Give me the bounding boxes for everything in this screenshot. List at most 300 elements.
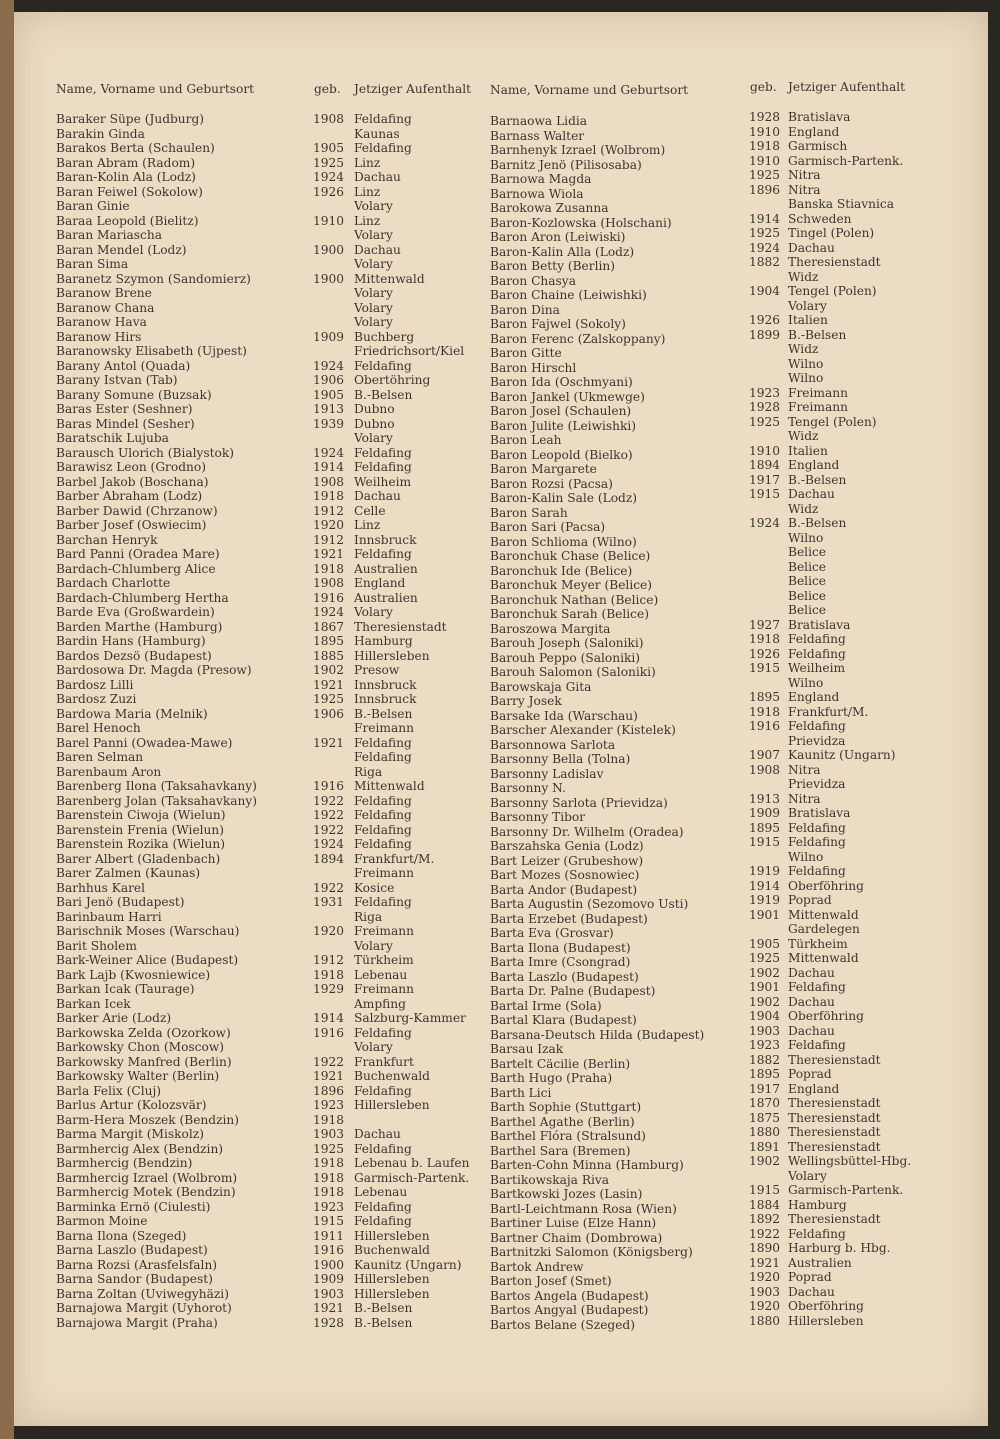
entry-year xyxy=(308,721,344,736)
entry-place: Australien xyxy=(354,590,418,605)
entry-name: Baranow Chana xyxy=(56,300,155,315)
entry-place: Volary xyxy=(354,286,393,300)
entry-name: Bartos Angela (Budapest) xyxy=(490,1288,649,1303)
entry-name: Baron Hirschl xyxy=(490,360,577,375)
entry-year: 1917 xyxy=(748,1081,780,1096)
entry-year: 1918 xyxy=(748,704,780,719)
entry-place: Freimann xyxy=(788,385,848,400)
entry-name: Baron Gitte xyxy=(490,346,562,360)
entry-year: 1912 xyxy=(312,503,344,518)
entry-name: Barakos Berta (Schaulen) xyxy=(56,141,215,155)
entry-name: Bartok Andrew xyxy=(490,1259,584,1274)
entry-place: Feldafing xyxy=(354,1214,412,1228)
entry-place: Feldafing xyxy=(354,822,412,837)
entry-year: 1916 xyxy=(748,719,780,733)
entry-place: Buchberg xyxy=(354,329,415,344)
entry-name: Barany Antol (Quada) xyxy=(56,358,191,373)
entry-place: Theresienstadt xyxy=(788,1125,881,1139)
entry-place: Feldafing xyxy=(354,141,412,155)
entry-year: 1924 xyxy=(312,445,344,460)
entry-year: 1894 xyxy=(748,458,780,472)
entry-name: Barth Lici xyxy=(490,1085,552,1100)
entry-year: 1901 xyxy=(748,980,780,994)
entry-year: 1921 xyxy=(748,1255,780,1270)
entry-name: Barnass Walter xyxy=(490,128,585,143)
entry-place: Hillersleben xyxy=(354,1286,430,1301)
entry-name: Barkowsky Walter (Berlin) xyxy=(56,1069,220,1083)
entry-place: Innsbruck xyxy=(354,677,417,692)
entry-name: Bartikowskaja Riva xyxy=(490,1172,610,1187)
entry-name: Baranetz Szymon (Sandomierz) xyxy=(56,271,251,286)
entry-name: Barokowa Zusanna xyxy=(490,201,609,215)
entry-year: 1902 xyxy=(748,965,780,980)
entry-place: Feldafing xyxy=(354,1199,412,1214)
entry-place: Celle xyxy=(354,503,386,518)
entry-name: Baraker Süpe (Judburg) xyxy=(56,112,205,126)
entry-year: 1927 xyxy=(748,617,780,632)
entry-place: Freimann xyxy=(354,924,414,938)
entry-name: Barmhercig Motek (Bendzin) xyxy=(56,1185,236,1199)
entry-year: 1918 xyxy=(748,139,780,153)
entry-year xyxy=(742,531,780,546)
entry-place: Feldafing xyxy=(354,1025,412,1040)
entry-name: Barscher Alexander (Kistelek) xyxy=(490,723,676,737)
entry-place: Feldafing xyxy=(788,632,846,646)
entry-place: Italien xyxy=(788,313,828,327)
entry-year: 1925 xyxy=(312,692,344,706)
entry-place: Garmisch xyxy=(788,139,848,153)
entry-year xyxy=(742,197,780,212)
entry-place: Ampfing xyxy=(354,996,406,1011)
entry-name: Barde Eva (Großwardein) xyxy=(56,605,215,619)
entry-place: Feldafing xyxy=(354,750,412,764)
entry-name: Barsonny Dr. Wilhelm (Oradea) xyxy=(490,824,684,839)
entry-year: 1923 xyxy=(312,1199,344,1214)
entry-name: Barkan Icak (Taurage) xyxy=(56,982,195,996)
entry-year: 1908 xyxy=(312,576,344,590)
entry-place: Volary xyxy=(354,605,393,619)
entry-place: Feldafing xyxy=(354,837,412,851)
entry-name: Baron Julite (Leiwishki) xyxy=(490,418,637,433)
entry-name: Barna Zoltan (Uviwegyhäzi) xyxy=(56,1286,229,1301)
entry-name: Baron Leopold (Bielko) xyxy=(490,447,633,462)
entry-place: Tengel (Polen) xyxy=(788,414,877,429)
entry-year: 1923 xyxy=(748,1038,780,1052)
entry-place: Dubno xyxy=(354,416,395,431)
entry-name: Bardach Charlotte xyxy=(56,576,171,590)
entry-name: Baron-Kalin Sale (Lodz) xyxy=(490,491,638,505)
entry-place: Nitra xyxy=(788,182,821,197)
entry-year: 1914 xyxy=(748,878,780,893)
entry-year xyxy=(742,502,780,517)
entry-name: Baron Betty (Berlin) xyxy=(490,259,615,273)
entry-name: Baronchuk Chase (Belice) xyxy=(490,549,651,563)
entry-place: Hamburg xyxy=(788,1197,847,1212)
entry-year: 1923 xyxy=(748,385,780,400)
entry-year xyxy=(742,270,780,285)
entry-name: Bartl-Leichtmann Rosa (Wien) xyxy=(490,1201,677,1216)
entry-name: Barsau Izak xyxy=(490,1042,564,1056)
entry-place: Mittenwald xyxy=(788,907,859,922)
entry-year: 1895 xyxy=(312,634,344,648)
entry-year: 1922 xyxy=(748,1226,780,1241)
entry-year: 1921 xyxy=(312,1301,344,1315)
entry-year: 1911 xyxy=(312,1228,344,1243)
entry-year: 1901 xyxy=(748,907,780,922)
entry-place: Theresienstadt xyxy=(788,1212,881,1226)
entry-place: Schweden xyxy=(788,211,852,226)
entry-place: Volary xyxy=(354,199,393,213)
entry-name: Bardosz Lilli xyxy=(56,677,134,692)
entry-place: Nitra xyxy=(788,762,821,777)
entry-year: 1915 xyxy=(748,835,780,849)
entry-place: B.-Belsen xyxy=(354,1315,413,1330)
entry-year xyxy=(308,257,344,272)
entry-place: Widz xyxy=(788,342,819,356)
entry-place: Feldafing xyxy=(354,808,412,822)
entry-year: 1924 xyxy=(312,605,344,619)
entry-place: Poprad xyxy=(788,893,832,907)
entry-name: Bardach-Chlumberg Alice xyxy=(56,561,216,576)
entry-year: 1918 xyxy=(312,1185,344,1199)
entry-name: Barkowska Zelda (Ozorkow) xyxy=(56,1025,231,1040)
entry-name: Bardach-Chlumberg Hertha xyxy=(56,590,229,605)
entry-name: Baron Chaine (Leiwishki) xyxy=(490,288,647,302)
entry-year: 1914 xyxy=(748,211,780,226)
entry-name: Baronchuk Sarah (Belice) xyxy=(490,607,649,621)
entry-place: Belice xyxy=(788,574,827,588)
header-left-year: geb. xyxy=(314,82,341,96)
entry-place: Volary xyxy=(354,431,393,445)
entry-name: Bark Lajb (Kwosniewice) xyxy=(56,967,211,982)
entry-place: Feldafing xyxy=(354,112,412,126)
entry-place: Belice xyxy=(788,603,827,617)
entry-year xyxy=(742,342,780,357)
entry-year: 1880 xyxy=(748,1125,780,1139)
entry-name: Barthel Sara (Bremen) xyxy=(490,1143,631,1158)
entry-name: Baron Chasya xyxy=(490,273,576,288)
entry-name: Barker Arie (Lodz) xyxy=(56,1011,172,1025)
entry-name: Baratschik Lujuba xyxy=(56,431,169,445)
entry-name: Barta Erzebet (Budapest) xyxy=(490,911,648,926)
entry-place: Banska Stiavnica xyxy=(788,197,894,211)
entry-place: Feldafing xyxy=(788,646,846,661)
entry-place: Weilheim xyxy=(788,661,846,675)
entry-place: B.-Belsen xyxy=(354,387,413,402)
entry-year: 1902 xyxy=(748,994,780,1009)
entry-name: Barta Andor (Budapest) xyxy=(490,882,638,897)
entry-name: Baroszowa Margita xyxy=(490,621,611,636)
entry-place: Feldafing xyxy=(354,358,412,373)
entry-year: 1922 xyxy=(312,808,344,822)
entry-name: Barnaowa Lidia xyxy=(490,114,588,128)
entry-place: Linz xyxy=(354,518,381,532)
entry-place: Feldafing xyxy=(788,1038,846,1052)
entry-place: Feldafing xyxy=(788,719,846,733)
entry-place: Theresienstadt xyxy=(788,1052,881,1067)
entry-name: Barla Felix (Cluj) xyxy=(56,1083,161,1098)
right-place-column xyxy=(788,110,928,1328)
entry-name: Baron Ida (Oschmyani) xyxy=(490,375,633,389)
entry-name: Bardosowa Dr. Magda (Presow) xyxy=(56,663,252,677)
entry-year xyxy=(742,574,780,589)
entry-name: Barouh Salomon (Saloniki) xyxy=(490,665,656,679)
entry-name: Bartos Angyal (Budapest) xyxy=(490,1303,649,1317)
entry-year: 1924 xyxy=(312,170,344,184)
entry-year: 1895 xyxy=(748,690,780,704)
entry-place: Widz xyxy=(788,429,819,443)
entry-place: Friedrichsort/Kiel xyxy=(354,344,465,358)
entry-place: Volary xyxy=(354,257,393,271)
entry-place: Freimann xyxy=(788,400,848,414)
entry-name: Baran Mendel (Lodz) xyxy=(56,242,187,257)
entry-place: Linz xyxy=(354,184,381,199)
entry-place: B.-Belsen xyxy=(788,516,847,530)
entry-year: 1890 xyxy=(748,1241,780,1255)
entry-name: Barenstein Rozika (Wielun) xyxy=(56,837,225,851)
entry-name: Baren Selman xyxy=(56,750,144,764)
entry-year: 1916 xyxy=(312,1025,344,1040)
entry-name: Barhhus Karel xyxy=(56,880,146,895)
entry-year: 1915 xyxy=(748,661,780,675)
entry-place: Belice xyxy=(788,588,827,603)
entry-year: 1904 xyxy=(748,1009,780,1023)
entry-place: Wilno xyxy=(788,530,824,545)
entry-year xyxy=(308,939,344,954)
entry-place: Volary xyxy=(788,298,827,313)
entry-place: Dachau xyxy=(788,487,835,501)
entry-name: Barlus Artur (Kolozsvär) xyxy=(56,1098,207,1112)
entry-place: Feldafing xyxy=(354,1083,412,1098)
entry-name: Barthel Agathe (Berlin) xyxy=(490,1114,635,1129)
entry-place: Buchenwald xyxy=(354,1069,430,1083)
entry-year xyxy=(308,765,344,780)
entry-year xyxy=(742,676,780,691)
entry-year: 1914 xyxy=(312,460,344,474)
entry-year: 1910 xyxy=(748,443,780,458)
entry-place: Belice xyxy=(788,559,827,574)
entry-year xyxy=(742,560,780,575)
entry-year: 1909 xyxy=(748,806,780,820)
entry-name: Bartos Belane (Szeged) xyxy=(490,1317,635,1332)
entry-name: Barta Laszlo (Budapest) xyxy=(490,969,639,984)
entry-year: 1905 xyxy=(312,141,344,155)
entry-place: Frankfurt/M. xyxy=(788,704,869,719)
entry-year: 1909 xyxy=(312,329,344,344)
entry-place: Mittenwald xyxy=(788,951,859,965)
entry-year: 1915 xyxy=(748,487,780,501)
entry-name: Bart Leizer (Grubeshow) xyxy=(490,853,644,868)
entry-name: Barakin Ginda xyxy=(56,126,145,141)
right-year-column xyxy=(742,110,780,1328)
entry-place: Lebenau xyxy=(354,967,408,982)
entry-name: Bardosz Zuzi xyxy=(56,692,137,706)
entry-place: Lebenau b. Laufen xyxy=(354,1156,470,1170)
entry-place: Türkheim xyxy=(354,953,414,967)
entry-year: 1906 xyxy=(312,706,344,721)
entry-place: England xyxy=(788,1081,840,1096)
entry-year xyxy=(308,315,344,330)
entry-name: Barchan Henryk xyxy=(56,532,158,547)
header-right-place: Jetziger Aufenthalt xyxy=(788,80,906,94)
entry-place: Dachau xyxy=(354,1127,401,1141)
entry-year: 1922 xyxy=(312,822,344,837)
entry-place: Belice xyxy=(788,545,827,559)
entry-year: 1916 xyxy=(312,1243,344,1257)
entry-name: Barkowsky Chon (Moscow) xyxy=(56,1040,225,1054)
entry-name: Baron Sari (Pacsa) xyxy=(490,520,606,534)
entry-place: Prievidza xyxy=(788,777,846,791)
entry-year: 1928 xyxy=(312,1315,344,1330)
entry-name: Barmhercig (Bendzin) xyxy=(56,1156,193,1170)
entry-name: Barna Ilona (Szeged) xyxy=(56,1228,187,1243)
entry-place: Kaunitz (Ungarn) xyxy=(788,748,896,762)
entry-name: Bartner Chaim (Dombrowa) xyxy=(490,1230,663,1245)
left-year-column xyxy=(308,112,344,1330)
entry-name: Bartiner Luise (Elze Hann) xyxy=(490,1216,657,1230)
entry-year xyxy=(742,357,780,372)
entry-year: 1896 xyxy=(748,182,780,197)
entry-place: Kaunitz (Ungarn) xyxy=(354,1257,462,1272)
entry-year: 1903 xyxy=(312,1286,344,1301)
entry-place: Hamburg xyxy=(354,634,413,648)
entry-name: Baron Fajwel (Sokoly) xyxy=(490,317,626,331)
entry-name: Barnitz Jenö (Pilisosaba) xyxy=(490,157,642,172)
entry-name: Bartal Irme (Sola) xyxy=(490,998,602,1013)
entry-name: Barta Eva (Grosvar) xyxy=(490,926,614,940)
entry-year: 1884 xyxy=(748,1197,780,1212)
entry-place: Wellingsbüttel-Hbg. xyxy=(788,1154,912,1168)
entry-place: Volary xyxy=(354,228,393,242)
entry-year: 1922 xyxy=(312,1054,344,1069)
entry-place: Wilno xyxy=(788,356,824,371)
entry-year: 1928 xyxy=(748,110,780,124)
entry-name: Baranowsky Elisabeth (Ujpest) xyxy=(56,344,247,358)
entry-year: 1918 xyxy=(312,1156,344,1170)
entry-place: Freimann xyxy=(354,866,414,880)
entry-name: Barber Dawid (Chrzanow) xyxy=(56,503,218,518)
entry-place: Nitra xyxy=(788,791,821,806)
entry-year xyxy=(742,545,780,560)
entry-place: Kaunas xyxy=(354,126,400,141)
entry-year: 1895 xyxy=(748,820,780,835)
header-left-place: Jetziger Aufenthalt xyxy=(354,82,472,96)
entry-name: Bartelt Cäcilie (Berlin) xyxy=(490,1056,631,1071)
entry-place: Oberföhring xyxy=(788,878,864,893)
entry-place: Volary xyxy=(788,1168,827,1183)
entry-name: Barnhenyk Izrael (Wolbrom) xyxy=(490,143,666,157)
entry-year: 1908 xyxy=(312,474,344,489)
entry-name: Barmhercig Alex (Bendzin) xyxy=(56,1141,224,1156)
entry-place: Feldafing xyxy=(788,835,846,849)
entry-place: Theresienstadt xyxy=(788,1096,881,1110)
entry-year xyxy=(742,734,780,749)
entry-place: Dachau xyxy=(788,1284,835,1299)
entry-place: England xyxy=(354,576,406,590)
entry-place: Wilno xyxy=(788,371,824,385)
entry-name: Baran Sima xyxy=(56,257,129,271)
entry-year: 1925 xyxy=(312,1141,344,1156)
entry-name: Baranow Hava xyxy=(56,315,147,329)
entry-year: 1920 xyxy=(748,1299,780,1313)
entry-place: Garmisch-Partenk. xyxy=(788,1183,904,1197)
entry-place: Australien xyxy=(788,1255,852,1270)
entry-name: Barton Josef (Smet) xyxy=(490,1274,612,1288)
entry-name: Barta Ilona (Budapest) xyxy=(490,940,631,955)
entry-place: Hillersleben xyxy=(354,648,430,663)
entry-year xyxy=(742,850,780,865)
entry-place: Feldafing xyxy=(354,895,412,909)
entry-place: Nitra xyxy=(788,168,821,182)
entry-year: 1905 xyxy=(312,387,344,402)
entry-name: Bardowa Maria (Melnik) xyxy=(56,706,208,721)
entry-name: Barany Istvan (Tab) xyxy=(56,373,178,387)
entry-place: Mittenwald xyxy=(354,779,425,793)
entry-name: Barna Rozsi (Arasfelsfaln) xyxy=(56,1257,218,1272)
entry-name: Baran Ginie xyxy=(56,199,130,213)
entry-year: 1928 xyxy=(748,400,780,414)
entry-place: Feldafing xyxy=(354,735,412,750)
entry-place: Obertöhring xyxy=(354,373,431,387)
entry-place: Hillersleben xyxy=(354,1272,430,1286)
entry-place: Widz xyxy=(788,501,819,516)
entry-place: Volary xyxy=(354,1040,393,1054)
entry-name: Barinbaum Harri xyxy=(56,909,162,924)
entry-place: Kosice xyxy=(354,880,395,895)
entry-name: Barany Somune (Buzsak) xyxy=(56,387,212,402)
entry-year: 1880 xyxy=(748,1313,780,1328)
entry-year: 1920 xyxy=(748,1270,780,1284)
entry-year: 1923 xyxy=(312,1098,344,1112)
entry-place: Bratislava xyxy=(788,617,851,632)
entry-year xyxy=(308,199,344,214)
entry-year xyxy=(308,997,344,1012)
entry-year: 1924 xyxy=(748,516,780,530)
entry-year: 1925 xyxy=(748,951,780,965)
entry-name: Baran Mariascha xyxy=(56,228,162,242)
entry-year: 1903 xyxy=(748,1284,780,1299)
entry-year: 1882 xyxy=(748,1052,780,1067)
entry-year: 1894 xyxy=(312,851,344,866)
entry-place: Mittenwald xyxy=(354,271,425,286)
entry-name: Baron-Kozlowska (Holschani) xyxy=(490,215,672,230)
entry-place: Volary xyxy=(354,300,393,315)
entry-place: Harburg b. Hbg. xyxy=(788,1241,891,1255)
left-place-column xyxy=(354,112,480,1330)
entry-year: 1915 xyxy=(748,1183,780,1197)
entry-name: Baronchuk Ide (Belice) xyxy=(490,563,633,578)
entry-place: Prievidza xyxy=(788,733,846,748)
entry-place: England xyxy=(788,124,840,139)
entry-name: Baron Schlioma (Wilno) xyxy=(490,534,637,549)
entry-name: Barnowa Magda xyxy=(490,172,592,186)
entry-place: Salzburg-Kammer xyxy=(354,1011,466,1025)
entry-year xyxy=(742,371,780,386)
entry-name: Barischnik Moses (Warschau) xyxy=(56,924,240,938)
entry-place: Garmisch-Partenk. xyxy=(354,1170,470,1185)
entry-name: Baron Josel (Schaulen) xyxy=(490,404,632,418)
book-spine xyxy=(0,0,14,1439)
entry-place: Feldafing xyxy=(354,445,412,460)
entry-name: Bartnitzki Salomon (Königsberg) xyxy=(490,1245,693,1259)
entry-year: 1920 xyxy=(312,518,344,532)
entry-place: Innsbruck xyxy=(354,692,417,706)
entry-year: 1922 xyxy=(312,880,344,895)
entry-name: Barden Marthe (Hamburg) xyxy=(56,619,223,634)
entry-year: 1908 xyxy=(748,762,780,777)
entry-place: Feldafing xyxy=(788,864,846,878)
entry-name: Barsonny Bella (Tolna) xyxy=(490,752,631,766)
